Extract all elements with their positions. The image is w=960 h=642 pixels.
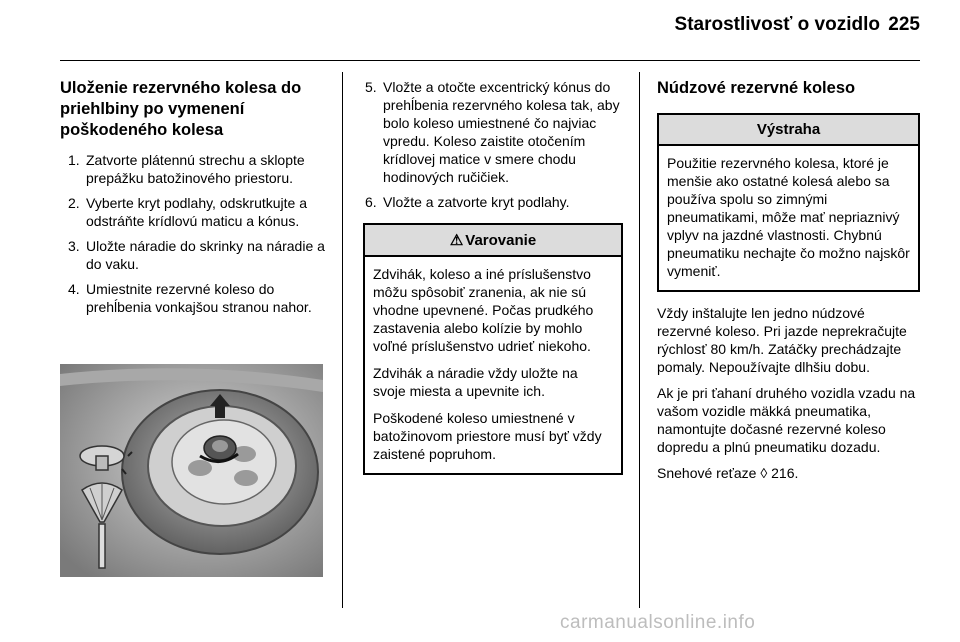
cross-reference[interactable]	[657, 464, 922, 482]
step-number: 5.	[365, 79, 377, 95]
step-item	[60, 194, 328, 230]
step-number: 6.	[365, 194, 377, 210]
watermark-text: carmanualsonline.info	[560, 612, 756, 633]
steps-list-left	[60, 151, 328, 316]
warning-title: Varovanie	[465, 232, 537, 249]
step-text: Vyberte kryt podlahy, odskrutkujte a odstráňte krídlovú maticu a kónus.	[86, 195, 307, 229]
warning-box	[363, 223, 623, 475]
caution-paragraph: Použitie rezervného kolesa, ktoré je menšie ako ostatné kolesá alebo sa používa spolu so zimnými pneumatikami, môže mať nepriaznivý vplyv na jazdné vlastnosti. Chybnú pneumatiku nechajte čo možno najskôr vymeniť.	[667, 155, 910, 279]
emergency-wheel-text	[657, 304, 922, 482]
page-reference-icon: ◊	[760, 465, 768, 481]
column-divider-right	[639, 72, 640, 608]
warning-header	[365, 225, 621, 257]
middle-column	[363, 78, 625, 475]
page-header-title: Starostlivosť o vozidlo	[674, 14, 880, 35]
cross-reference-text: Snehové reťaze	[657, 465, 757, 481]
step-number: 1.	[68, 152, 80, 168]
caution-header: Výstraha	[659, 115, 918, 146]
warning-paragraph: Zdvihák, koleso a iné príslušenstvo môžu spôsobiť zranenia, ak nie sú vhodne upevnené. Počas prudkého zastavenia alebo kolízie by mohlo voľné príslušenstvo udrieť niekoho.	[373, 266, 594, 354]
step-item	[60, 237, 328, 273]
caution-box	[657, 113, 920, 292]
section-heading-emergency-wheel: Núdzové rezervné koleso	[657, 79, 856, 97]
spare-wheel-image	[60, 364, 323, 577]
step-text: Vložte a otočte excentrický kónus do prehĺbenia rezervného kolesa tak, aby bolo koleso umiestnené čo najviac vpredu. Koleso zaistite otočením krídlovej matice v smere chodu hodinových ručičiek.	[383, 79, 620, 185]
body-paragraph: Ak je pri ťahaní druhého vozidla vzadu na vašom vozidle mäkká pneumatika, namontujte dočasné rezervné koleso dopredu a plnú pneumatiku dozadu.	[657, 385, 916, 455]
header-divider	[60, 60, 920, 61]
page-number: 225	[888, 14, 920, 35]
body-paragraph: Vždy inštalujte len jedno núdzové rezervné koleso. Pri jazde neprekračujte rýchlosť 80 km/h. Zatáčky prechádzajte pomaly. Nepoužívajte dlhšiu dobu.	[657, 305, 907, 375]
step-text: Umiestnite rezervné koleso do prehĺbenia vonkajšou stranou nahor.	[86, 281, 312, 315]
warning-paragraph: Poškodené koleso umiestnené v batožinovom priestore musí byť vždy zaistené popruhom.	[373, 410, 602, 462]
step-text: Vložte a zatvorte kryt podlahy.	[383, 194, 570, 210]
step-item	[363, 193, 625, 211]
step-item	[60, 280, 328, 316]
warning-triangle-icon: ⚠	[449, 232, 464, 249]
step-number: 4.	[68, 281, 80, 297]
caution-body	[659, 146, 918, 290]
step-text: Zatvorte plátennú strechu a sklopte prepážku batožinového priestoru.	[86, 152, 305, 186]
section-heading-storage: Uloženie rezervného kolesa do priehlbiny po vymenení poškodeného kolesa	[60, 79, 302, 139]
warning-body	[365, 257, 621, 473]
step-number: 3.	[68, 238, 80, 254]
column-divider-left	[342, 72, 343, 608]
cross-reference-page: 216.	[771, 465, 799, 481]
step-text: Uložte náradie do skrinky na náradie a do vaku.	[86, 238, 325, 272]
spare-wheel-illustration	[60, 364, 323, 577]
step-item	[60, 151, 328, 187]
step-number: 2.	[68, 195, 80, 211]
step-item	[363, 78, 625, 186]
warning-paragraph: Zdvihák a náradie vždy uložte na svoje miesta a upevnite ich.	[373, 365, 578, 399]
left-column	[60, 78, 328, 323]
steps-list-middle	[363, 78, 625, 211]
right-column	[657, 78, 922, 490]
